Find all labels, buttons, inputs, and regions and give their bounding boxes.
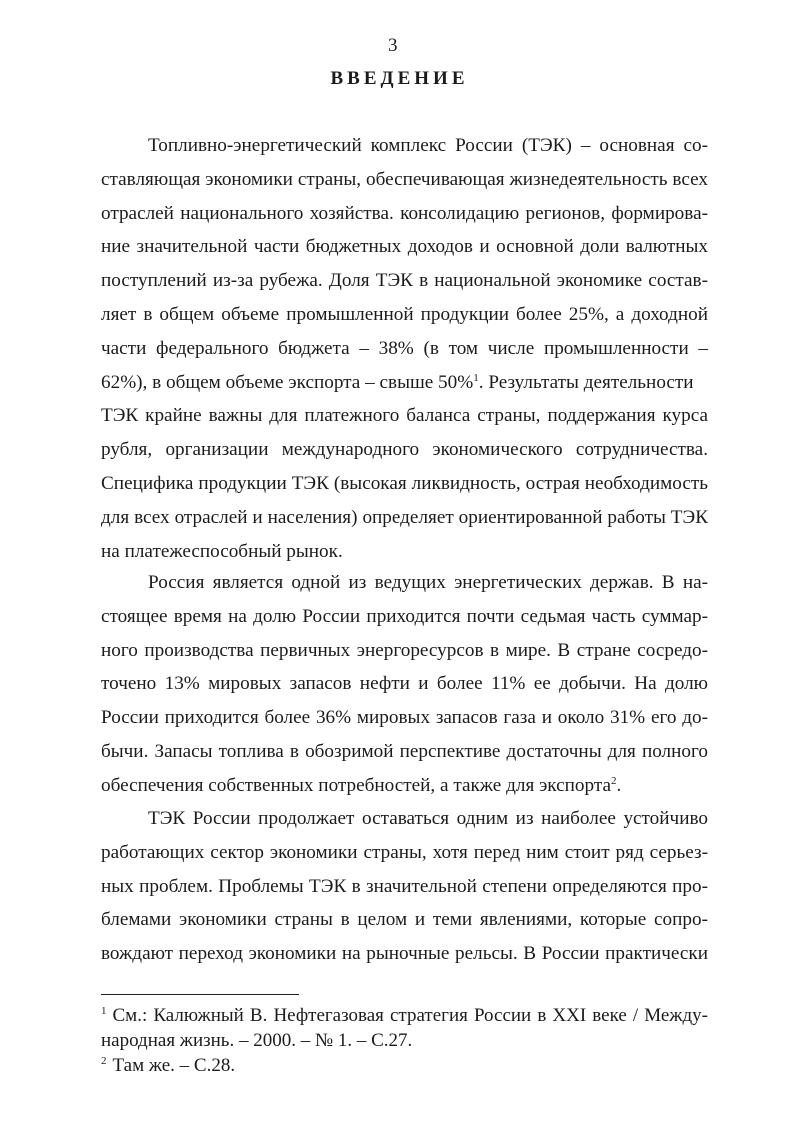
text-line: ставляющая экономики страны, обеспечивающая жизнедеятельность всех xyxy=(101,168,708,190)
page-number: 3 xyxy=(388,35,398,56)
footnote-text: См.: Калюжный В. Нефтегазовая стратегия России в XXI веке / Между- xyxy=(112,1005,708,1026)
text-line: работающих сектор экономики страны, хотя перед ним стоит ряд серьез- xyxy=(101,841,708,863)
page-title: ВВЕДЕНИЕ xyxy=(330,68,469,89)
footnote-1 xyxy=(101,1003,708,1028)
text-line: ных проблем. Проблемы ТЭК в значительной степени определяются про- xyxy=(101,875,708,897)
footnote-mark: 2 xyxy=(101,1055,107,1067)
footnote-1-continued: народная жизнь. – 2000. – № 1. – С.27. xyxy=(101,1030,413,1051)
footnote-text: Там же. – С.28. xyxy=(112,1055,236,1076)
text-fragment: 62%), в общем объеме экспорта – свыше 50% xyxy=(101,371,474,393)
text-line: ляет в общем объеме промышленной продукции более 25%, а доходной xyxy=(101,303,708,325)
text-line: для всех отраслей и населения) определяет ориентированной работы ТЭК xyxy=(101,506,708,528)
text-line: ние значительной части бюджетных доходов и основной доли валютных xyxy=(101,236,708,258)
paragraph-3 xyxy=(101,802,708,971)
text-line: стоящее время на долю России приходится почти седьмая часть суммар- xyxy=(101,605,708,627)
text-line: на платежеспособный рынок. xyxy=(101,540,343,562)
text-fragment: . xyxy=(616,774,622,796)
text-line: точено 13% мировых запасов нефти и более 11% ее добычи. На долю xyxy=(101,673,708,695)
text-line xyxy=(101,366,708,400)
text-line: части федерального бюджета – 38% (в том числе промышленности – xyxy=(101,337,708,359)
text-line xyxy=(101,769,708,803)
text-line: отраслей национального хозяйства. консолидацию регионов, формирова- xyxy=(101,202,708,224)
text-line: России приходится более 36% мировых запасов газа и около 31% его до- xyxy=(101,707,708,729)
footnote-divider xyxy=(101,994,299,995)
text-line: рубля, организации международного экономического сотрудничества. xyxy=(101,439,708,461)
paragraph-2 xyxy=(101,566,708,803)
text-line: бычи. Запасы топлива в обозримой перспективе достаточны для полного xyxy=(101,740,708,762)
text-line: Россия является одной из ведущих энергетических держав. В на- xyxy=(148,572,708,593)
paragraph-1 xyxy=(101,129,708,568)
footnote-2 xyxy=(101,1053,708,1078)
footnote-ref: 2 xyxy=(611,774,617,787)
footnote-mark: 1 xyxy=(101,1005,107,1017)
text-line: блемами экономики страны в целом и теми явлениями, которые сопро- xyxy=(101,909,708,931)
text-line: поступлений из-за рубежа. Доля ТЭК в национальной экономике состав- xyxy=(101,270,708,292)
text-line: вождают переход экономики на рыночные рельсы. В России практически xyxy=(101,943,708,965)
text-line: ТЭК крайне важны для платежного баланса страны, поддержания курса xyxy=(101,405,708,427)
footnotes xyxy=(101,1003,708,1078)
text-fragment: обеспечения собственных потребностей, а также для экспорта xyxy=(101,774,612,796)
text-line: Топливно-энергетический комплекс России (ТЭК) – основная со- xyxy=(148,135,708,156)
text-line: ного производства первичных энергоресурсов в мире. В стране сосредо- xyxy=(101,639,708,661)
footnote-ref: 1 xyxy=(473,371,479,384)
text-line: Специфика продукции ТЭК (высокая ликвидность, острая необходимость xyxy=(101,472,708,494)
text-fragment: . Результаты деятельности xyxy=(478,371,694,393)
text-line: ТЭК России продолжает оставаться одним из наиболее устойчиво xyxy=(148,808,708,829)
